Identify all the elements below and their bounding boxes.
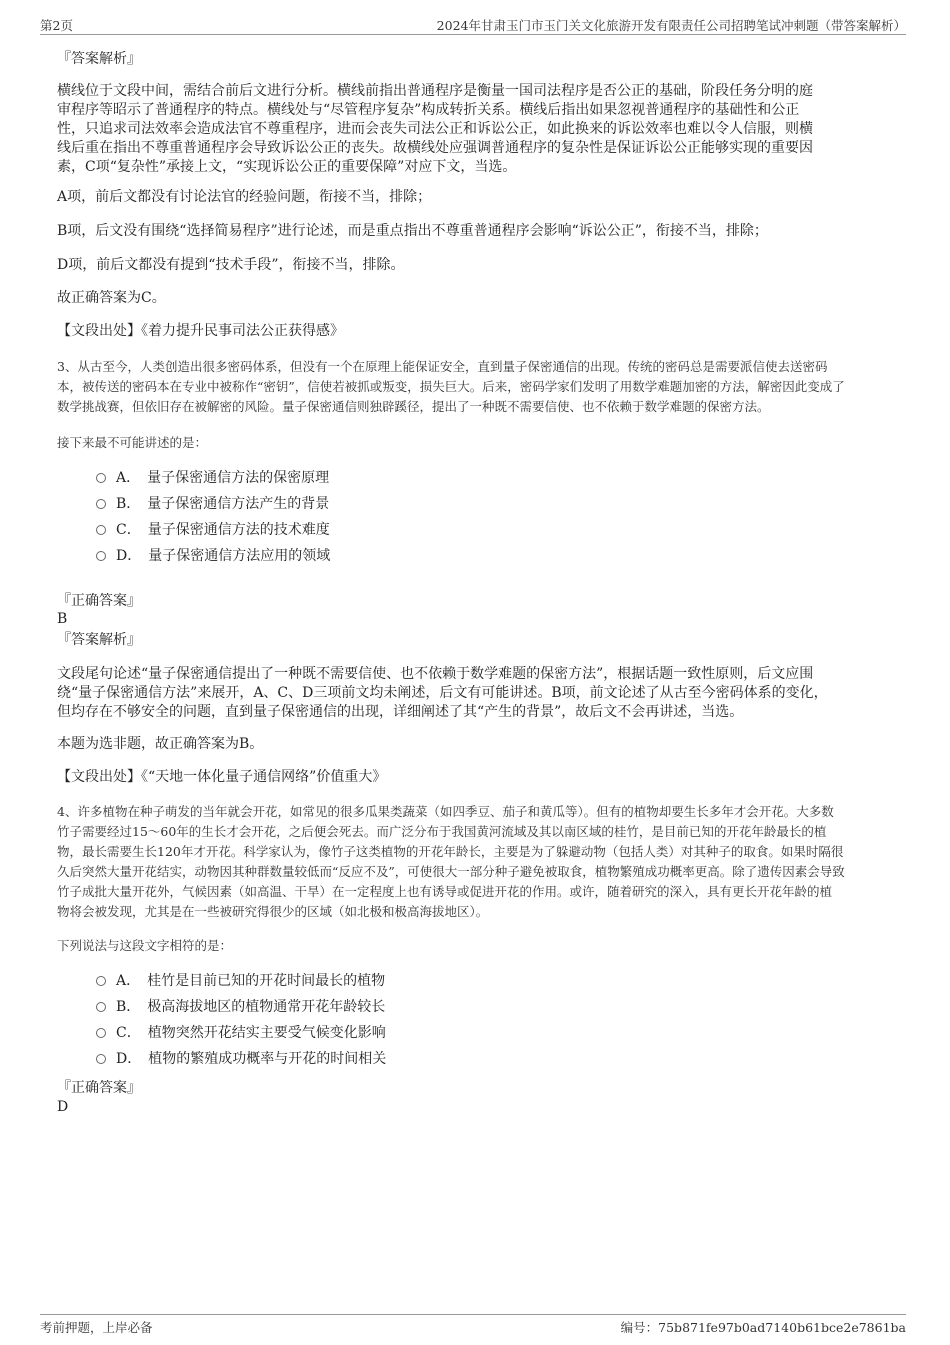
q4-option-c[interactable] bbox=[96, 1023, 386, 1043]
q2-analysis-line: 性，只追求司法效率会造成法官不尊重程序，进而会丧失司法公正和诉讼公正，如此换来的诉讼效率也难以令人信服，则横 bbox=[57, 121, 813, 137]
q3-option-c[interactable] bbox=[96, 520, 330, 540]
page-header bbox=[40, 14, 906, 35]
q4-option-d[interactable] bbox=[96, 1049, 386, 1069]
q4-stem-line: 4、许多植物在种子萌发的当年就会开花，如常见的很多瓜果类蔬菜（如四季豆、茄子和黄瓜等）。但有的植物却要生长多年才会开花。大多数 bbox=[57, 804, 834, 819]
document-id: 编号：75b871fe97b0ad7140b61bce2e7861ba bbox=[620, 1320, 906, 1335]
q2-note-a: A项，前后文都没有讨论法官的经验问题，衔接不当，排除； bbox=[57, 189, 432, 205]
radio-icon[interactable] bbox=[96, 1028, 106, 1038]
q3-analysis-line: 文段尾句论述“量子保密通信提出了一种既不需要信使、也不依赖于数学难题的保密方法”，根据话题一致性原则，后文应围 bbox=[57, 666, 814, 682]
option-label: A． 量子保密通信方法的保密原理 bbox=[116, 470, 330, 486]
page-number: 第2页 bbox=[40, 18, 73, 33]
radio-icon[interactable] bbox=[96, 473, 106, 483]
q3-option-b[interactable] bbox=[96, 494, 329, 514]
page-footer bbox=[40, 1314, 906, 1335]
q2-analysis-line: 线后重在指出不尊重普通程序会导致诉讼公正的丧失。故横线处应强调普通程序的复杂性是保证诉讼公正能够实现的重要因 bbox=[57, 140, 813, 156]
radio-icon[interactable] bbox=[96, 1002, 106, 1012]
q4-answer: D bbox=[57, 1099, 69, 1115]
q4-stem-line: 物，最长需要生长120年才开花。科学家认为，像竹子这类植物的开花年龄长，主要是为了躲避动物（包括人类）对其种子的取食。如果时隔很 bbox=[57, 844, 844, 859]
q3-source: 【文段出处】《“天地一体化量子通信网络”价值重大》 bbox=[57, 769, 387, 785]
option-label: D． 量子保密通信方法应用的领域 bbox=[116, 548, 331, 564]
q3-stem bbox=[57, 357, 907, 417]
q4-stem-line: 物将会被发现，尤其是在一些被研究得很少的区域（如北极和极高海拔地区）。 bbox=[57, 904, 489, 919]
q3-answer: B bbox=[57, 611, 68, 627]
q3-analysis-label: 『答案解析』 bbox=[57, 632, 141, 648]
q2-analysis-line: 审程序等昭示了普通程序的特点。横线处与“尽管程序复杂”构成转折关系。横线后指出如果忽视普通程序的基础性和公正 bbox=[57, 102, 800, 118]
document-title: 2024年甘肃玉门市玉门关文化旅游开发有限责任公司招聘笔试冲刺题（带答案解析） bbox=[436, 18, 906, 33]
q3-stem-line: 数学挑战赛，但依旧存在被解密的风险。量子保密通信则独辟蹊径，提出了一种既不需要信使、也不依赖于数学难题的保密方法。 bbox=[57, 399, 770, 414]
q3-question: 接下来最不可能讲述的是： bbox=[57, 435, 208, 450]
q2-analysis bbox=[57, 82, 907, 177]
radio-icon[interactable] bbox=[96, 976, 106, 986]
q3-option-d[interactable] bbox=[96, 546, 330, 566]
radio-icon[interactable] bbox=[96, 499, 106, 509]
q3-stem-line: 3、从古至今，人类创造出很多密码体系，但没有一个在原理上能保证安全，直到量子保密通信的出现。传统的密码总是需要派信使去送密码 bbox=[57, 359, 828, 374]
q2-source: 【文段出处】《着力提升民事司法公正获得感》 bbox=[57, 323, 344, 339]
q3-analysis-line: 绕“量子保密通信方法”来展开，A、C、D三项前文均未阐述，后文有可能讲述。B项，前文论述了从古至今密码体系的变化， bbox=[57, 685, 828, 701]
q4-stem-line: 竹子成批大量开花外，气候因素（如高温、干旱）在一定程度上也有诱导或促进开花的作用。或许，随着研究的深入，具有更长开花年龄的植 bbox=[57, 884, 833, 899]
q4-option-a[interactable] bbox=[96, 971, 385, 991]
option-label: B． 极高海拔地区的植物通常开花年龄较长 bbox=[116, 999, 386, 1015]
q3-conclusion: 本题为选非题，故正确答案为B。 bbox=[57, 736, 264, 752]
radio-icon[interactable] bbox=[96, 525, 106, 535]
q4-question: 下列说法与这段文字相符的是： bbox=[57, 938, 233, 953]
q3-analysis bbox=[57, 665, 907, 722]
q2-analysis-label: 『答案解析』 bbox=[57, 51, 141, 67]
q3-analysis-line: 但均存在不够安全的问题，直到量子保密通信的出现，详细阐述了其“产生的背景”，故后文不会再讲述，当选。 bbox=[57, 704, 744, 720]
q2-note-d: D项，前后文都没有提到“技术手段”，衔接不当，排除。 bbox=[57, 257, 405, 273]
radio-icon[interactable] bbox=[96, 551, 106, 561]
radio-icon[interactable] bbox=[96, 1054, 106, 1064]
q4-stem-line: 竹子需要经过15～60年的生长才会开花，之后便会死去。而广泛分布于我国黄河流域及其以南区域的桂竹，是目前已知的开花年龄最长的植 bbox=[57, 824, 827, 839]
q4-option-b[interactable] bbox=[96, 997, 385, 1017]
option-label: C． 植物突然开花结实主要受气候变化影响 bbox=[116, 1025, 386, 1041]
footer-slogan: 考前押题，上岸必备 bbox=[40, 1320, 153, 1335]
q2-conclusion: 故正确答案为C。 bbox=[57, 290, 166, 306]
q4-stem-line: 久后突然大量开花结实，动物因其种群数量较低而“反应不及”，可使很大一部分种子避免被取食，植物繁殖成功概率更高。除了遗传因素会导致 bbox=[57, 864, 845, 879]
option-label: A． 桂竹是目前已知的开花时间最长的植物 bbox=[116, 973, 386, 989]
option-label: B． 量子保密通信方法产生的背景 bbox=[116, 496, 330, 512]
option-label: C． 量子保密通信方法的技术难度 bbox=[116, 522, 330, 538]
q3-option-a[interactable] bbox=[96, 468, 329, 488]
q4-stem bbox=[57, 802, 907, 922]
q4-answer-label: 『正确答案』 bbox=[57, 1080, 141, 1096]
option-label: D． 植物的繁殖成功概率与开花的时间相关 bbox=[116, 1051, 387, 1067]
q2-analysis-line: 横线位于文段中间，需结合前后文进行分析。横线前指出普通程序是衡量一国司法程序是否公正的基础，阶段任务分明的庭 bbox=[57, 83, 813, 99]
q3-stem-line: 本，被传送的密码本在专业中被称作“密钥”，信使若被抓或叛变，损失巨大。后来，密码学家们发明了用数学难题加密的方法，解密因此变成了 bbox=[57, 379, 845, 394]
q3-answer-label: 『正确答案』 bbox=[57, 593, 141, 609]
q2-note-b: B项，后文没有围绕“选择简易程序”进行论述，而是重点指出不尊重普通程序会影响“诉讼公正”，衔接不当，排除； bbox=[57, 223, 768, 239]
q2-analysis-line: 素，C项“复杂性”承接上文，“实现诉讼公正的重要保障”对应下文，当选。 bbox=[57, 159, 517, 175]
